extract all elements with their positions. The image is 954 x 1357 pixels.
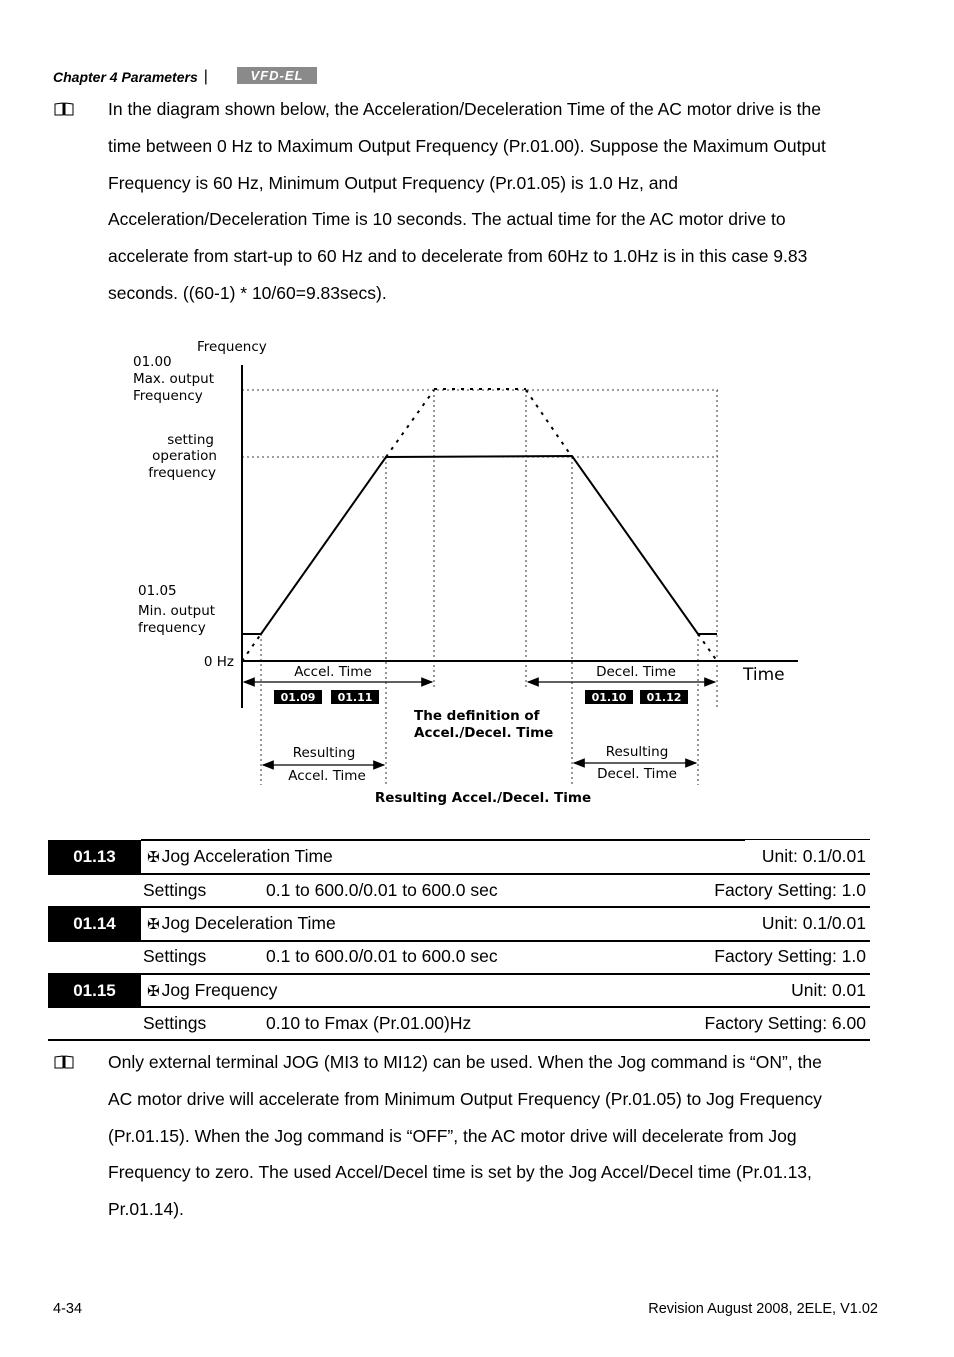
intro-line: time between 0 Hz to Maximum Output Frequency (Pr.01.00). Suppose the Maximum Output — [108, 135, 826, 156]
settings-range: 0.1 to 600.0/0.01 to 600.0 sec — [266, 946, 498, 966]
min-label-line: frequency — [138, 620, 206, 636]
pencil-icon: ✠ — [147, 849, 160, 866]
definition-caption-line: Accel./Decel. Time — [414, 725, 554, 741]
jog-note-line: Pr.01.14). — [108, 1199, 184, 1220]
accel-decel-diagram — [0, 330, 954, 820]
accel-extrapolation — [386, 390, 434, 457]
param-name: Jog Acceleration Time — [161, 846, 333, 866]
factory-setting: Factory Setting: 1.0 — [714, 946, 866, 966]
param-badge-text: 01.09 — [280, 691, 316, 704]
param-name: Jog Frequency — [161, 980, 278, 1000]
revision-info: Revision August 2008, 2ELE, V1.02 — [648, 1301, 878, 1317]
settings-row — [48, 874, 870, 907]
header-separator: | — [203, 68, 208, 85]
settings-range: 0.10 to Fmax (Pr.01.00)Hz — [266, 1013, 472, 1033]
settings-label: Settings — [143, 880, 207, 900]
page-number: 4-34 — [53, 1301, 83, 1317]
settings-range: 0.1 to 600.0/0.01 to 600.0 sec — [266, 880, 498, 900]
vfd-el-logo: VFD-EL — [237, 67, 317, 84]
max-label-line: Frequency — [133, 388, 203, 404]
book-icon — [54, 1055, 74, 1069]
param-unit: Unit: 0.1/0.01 — [761, 913, 866, 933]
min-label-line: Min. output — [138, 603, 216, 619]
intro-line: In the diagram shown below, the Acceleration/Deceleration Time of the AC motor drive is the — [108, 99, 822, 119]
frequency-profile-line — [242, 456, 717, 634]
y-axis-title: Frequency — [197, 339, 267, 355]
x-axis-title: Time — [743, 665, 785, 685]
param-unit: Unit: 0.01 — [791, 980, 866, 1000]
settings-label: Settings — [143, 1013, 207, 1033]
jog-note-line: (Pr.01.15). When the Jog command is “OFF”, the AC motor drive will decelerate from Jog — [108, 1125, 797, 1146]
setting-label-line: frequency — [148, 465, 216, 481]
decel-extrapolation — [526, 390, 572, 457]
setting-label-line: operation — [152, 448, 217, 464]
book-icon — [54, 102, 74, 116]
factory-setting: Factory Setting: 1.0 — [714, 880, 866, 900]
chapter-title: Chapter 4 Parameters — [53, 69, 198, 85]
jog-note-line: Only external terminal JOG (MI3 to MI12) can be used. When the Jog command is “ON”, the — [108, 1052, 822, 1072]
intro-paragraph — [108, 91, 878, 312]
intro-line: Acceleration/Deceleration Time is 10 seconds. The actual time for the AC motor drive to — [108, 209, 786, 230]
accel-time-label: Accel. Time — [294, 664, 372, 680]
pencil-icon: ✠ — [147, 916, 160, 933]
param-unit: Unit: 0.1/0.01 — [761, 846, 866, 866]
resulting-accel-label: Resulting — [292, 745, 356, 761]
jog-note-line: AC motor drive will accelerate from Minimum Output Frequency (Pr.01.05) to Jog Frequency — [108, 1088, 822, 1109]
settings-row — [48, 1007, 870, 1040]
accel-start-extrapolation — [242, 634, 261, 661]
param-row-01-13 — [48, 840, 870, 873]
resulting-decel-label: Resulting — [605, 744, 669, 760]
param-code: 01.13 — [48, 840, 141, 873]
param-badge-text: 01.10 — [591, 691, 627, 704]
resulting-decel-label: Decel. Time — [597, 766, 677, 782]
param-code: 01.15 — [48, 974, 141, 1007]
intro-line: seconds. ((60-1) * 10/60=9.83secs). — [108, 282, 387, 303]
param-name: Jog Deceleration Time — [161, 913, 336, 933]
resulting-accel-label: Accel. Time — [288, 768, 366, 784]
max-label-line: Max. output — [133, 371, 215, 387]
settings-row — [48, 940, 870, 973]
zero-hz-label: 0 Hz — [203, 654, 234, 670]
param-badge-text: 01.12 — [646, 691, 682, 704]
param-code: 01.14 — [48, 907, 141, 940]
setting-label-line: setting — [167, 432, 214, 448]
intro-line: accelerate from start-up to 60 Hz and to decelerate from 60Hz to 1.0Hz is in this case 9.83 — [108, 246, 808, 267]
param-row-01-15 — [48, 974, 870, 1007]
jog-note-paragraph — [108, 1044, 878, 1228]
param-row-01-14 — [48, 907, 870, 940]
parameter-table — [48, 839, 870, 1009]
pencil-icon: ✠ — [147, 983, 160, 1000]
intro-line: Frequency is 60 Hz, Minimum Output Frequency (Pr.01.05) is 1.0 Hz, and — [108, 172, 678, 193]
table-rule — [48, 1039, 870, 1041]
chapter-header — [53, 68, 208, 86]
definition-caption-line: The definition of — [414, 708, 540, 724]
jog-note-line: Frequency to zero. The used Accel/Decel time is set by the Jog Accel/Decel time (Pr.01.13, — [108, 1162, 812, 1183]
settings-row-01-15 — [48, 1007, 870, 1040]
settings-label: Settings — [143, 946, 207, 966]
decel-time-label: Decel. Time — [596, 664, 676, 680]
resulting-caption: Resulting Accel./Decel. Time — [374, 790, 592, 806]
decel-end-extrapolation — [698, 634, 717, 661]
factory-setting: Factory Setting: 6.00 — [704, 1013, 866, 1033]
max-label-code: 01.00 — [133, 354, 172, 370]
param-badge-text: 01.11 — [337, 691, 373, 704]
min-label-code: 01.05 — [138, 583, 177, 599]
